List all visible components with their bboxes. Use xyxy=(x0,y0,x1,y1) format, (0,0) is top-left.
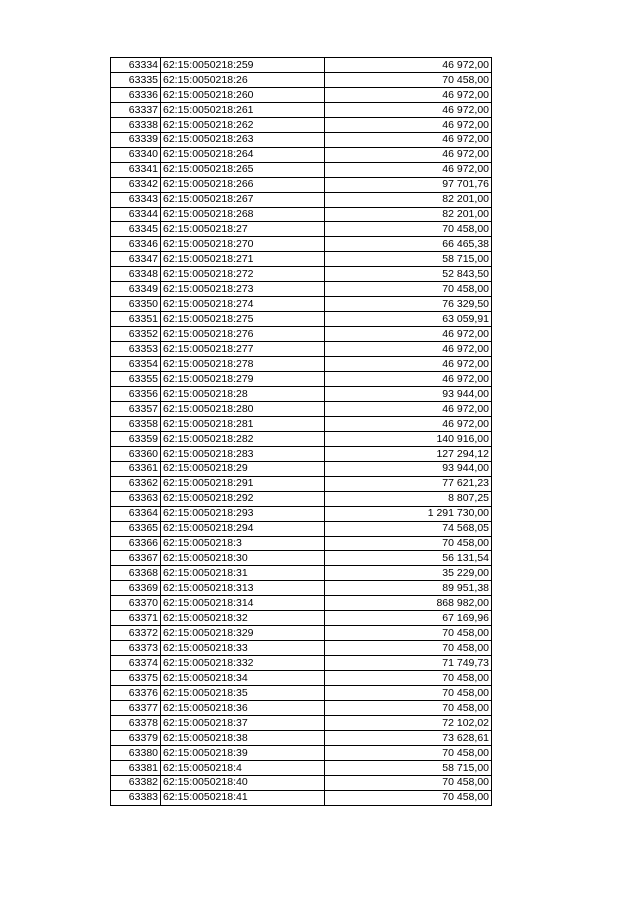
cadastral-value-cell: 70 458,00 xyxy=(325,282,492,297)
cadastral-value-cell: 72 102,02 xyxy=(325,715,492,730)
cadastral-number-cell: 62:15:0050218:314 xyxy=(161,596,325,611)
row-number-cell: 63378 xyxy=(111,715,161,730)
cadastral-value-cell: 76 329,50 xyxy=(325,297,492,312)
table-row xyxy=(111,730,492,745)
row-number-cell: 63371 xyxy=(111,611,161,626)
cadastral-number-cell: 62:15:0050218:266 xyxy=(161,177,325,192)
cadastral-value-cell: 70 458,00 xyxy=(325,790,492,805)
row-number-cell: 63343 xyxy=(111,192,161,207)
table-row xyxy=(111,506,492,521)
row-number-cell: 63372 xyxy=(111,626,161,641)
row-number-cell: 63357 xyxy=(111,401,161,416)
row-number-cell: 63355 xyxy=(111,372,161,387)
row-number-cell: 63358 xyxy=(111,416,161,431)
table-row xyxy=(111,566,492,581)
cadastral-number-cell: 62:15:0050218:3 xyxy=(161,536,325,551)
row-number-cell: 63379 xyxy=(111,730,161,745)
cadastral-number-cell: 62:15:0050218:270 xyxy=(161,237,325,252)
table-row xyxy=(111,117,492,132)
cadastral-value-cell: 93 944,00 xyxy=(325,386,492,401)
cadastral-value-cell: 70 458,00 xyxy=(325,775,492,790)
row-number-cell: 63336 xyxy=(111,87,161,102)
table-row xyxy=(111,162,492,177)
cadastral-number-cell: 62:15:0050218:267 xyxy=(161,192,325,207)
cadastral-value-cell: 52 843,50 xyxy=(325,267,492,282)
table-row xyxy=(111,222,492,237)
row-number-cell: 63361 xyxy=(111,461,161,476)
cadastral-number-cell: 62:15:0050218:271 xyxy=(161,252,325,267)
cadastral-value-cell: 66 465,38 xyxy=(325,237,492,252)
table-row xyxy=(111,312,492,327)
row-number-cell: 63335 xyxy=(111,72,161,87)
cadastral-value-cell: 89 951,38 xyxy=(325,581,492,596)
row-number-cell: 63348 xyxy=(111,267,161,282)
cadastral-number-cell: 62:15:0050218:31 xyxy=(161,566,325,581)
table-row xyxy=(111,58,492,73)
cadastral-number-cell: 62:15:0050218:313 xyxy=(161,581,325,596)
row-number-cell: 63380 xyxy=(111,745,161,760)
cadastral-value-cell: 58 715,00 xyxy=(325,760,492,775)
table-row xyxy=(111,760,492,775)
cadastral-number-cell: 62:15:0050218:275 xyxy=(161,312,325,327)
table-row xyxy=(111,72,492,87)
cadastral-value-cell: 46 972,00 xyxy=(325,416,492,431)
cadastral-value-cell: 70 458,00 xyxy=(325,686,492,701)
cadastral-value-cell: 74 568,05 xyxy=(325,521,492,536)
row-number-cell: 63341 xyxy=(111,162,161,177)
cadastral-number-cell: 62:15:0050218:30 xyxy=(161,551,325,566)
cadastral-number-cell: 62:15:0050218:273 xyxy=(161,282,325,297)
row-number-cell: 63359 xyxy=(111,431,161,446)
table-row xyxy=(111,386,492,401)
row-number-cell: 63349 xyxy=(111,282,161,297)
cadastral-number-cell: 62:15:0050218:329 xyxy=(161,626,325,641)
cadastral-number-cell: 62:15:0050218:265 xyxy=(161,162,325,177)
table-row xyxy=(111,790,492,805)
table-row xyxy=(111,686,492,701)
table-row xyxy=(111,745,492,760)
row-number-cell: 63338 xyxy=(111,117,161,132)
cadastral-number-cell: 62:15:0050218:36 xyxy=(161,700,325,715)
table-row xyxy=(111,357,492,372)
row-number-cell: 63344 xyxy=(111,207,161,222)
row-number-cell: 63381 xyxy=(111,760,161,775)
cadastral-number-cell: 62:15:0050218:34 xyxy=(161,671,325,686)
cadastral-number-cell: 62:15:0050218:260 xyxy=(161,87,325,102)
cadastral-number-cell: 62:15:0050218:28 xyxy=(161,386,325,401)
cadastral-value-cell: 46 972,00 xyxy=(325,327,492,342)
cadastral-number-cell: 62:15:0050218:263 xyxy=(161,132,325,147)
table-row xyxy=(111,715,492,730)
row-number-cell: 63347 xyxy=(111,252,161,267)
cadastral-value-cell: 63 059,91 xyxy=(325,312,492,327)
cadastral-value-cell: 46 972,00 xyxy=(325,117,492,132)
table-row xyxy=(111,207,492,222)
table-row xyxy=(111,237,492,252)
table-row xyxy=(111,431,492,446)
table-row xyxy=(111,476,492,491)
cadastral-value-cell: 70 458,00 xyxy=(325,626,492,641)
cadastral-value-cell: 140 916,00 xyxy=(325,431,492,446)
cadastral-number-cell: 62:15:0050218:292 xyxy=(161,491,325,506)
row-number-cell: 63370 xyxy=(111,596,161,611)
cadastral-number-cell: 62:15:0050218:4 xyxy=(161,760,325,775)
table-row xyxy=(111,641,492,656)
table-row xyxy=(111,252,492,267)
cadastral-number-cell: 62:15:0050218:26 xyxy=(161,72,325,87)
cadastral-value-cell: 70 458,00 xyxy=(325,641,492,656)
table-row xyxy=(111,596,492,611)
table-row xyxy=(111,491,492,506)
table-row xyxy=(111,416,492,431)
cadastral-value-cell: 46 972,00 xyxy=(325,162,492,177)
cadastral-number-cell: 62:15:0050218:38 xyxy=(161,730,325,745)
cadastral-value-table xyxy=(110,57,492,806)
row-number-cell: 63375 xyxy=(111,671,161,686)
cadastral-value-cell: 82 201,00 xyxy=(325,192,492,207)
row-number-cell: 63367 xyxy=(111,551,161,566)
row-number-cell: 63360 xyxy=(111,446,161,461)
cadastral-value-cell: 46 972,00 xyxy=(325,372,492,387)
cadastral-value-cell: 46 972,00 xyxy=(325,147,492,162)
cadastral-number-cell: 62:15:0050218:272 xyxy=(161,267,325,282)
row-number-cell: 63353 xyxy=(111,342,161,357)
cadastral-value-cell: 70 458,00 xyxy=(325,222,492,237)
cadastral-number-cell: 62:15:0050218:32 xyxy=(161,611,325,626)
cadastral-number-cell: 62:15:0050218:264 xyxy=(161,147,325,162)
row-number-cell: 63362 xyxy=(111,476,161,491)
cadastral-value-cell: 93 944,00 xyxy=(325,461,492,476)
cadastral-value-cell: 58 715,00 xyxy=(325,252,492,267)
cadastral-number-cell: 62:15:0050218:332 xyxy=(161,656,325,671)
table-row xyxy=(111,192,492,207)
table-row xyxy=(111,626,492,641)
table-row xyxy=(111,132,492,147)
row-number-cell: 63374 xyxy=(111,656,161,671)
cadastral-value-cell: 82 201,00 xyxy=(325,207,492,222)
table-row xyxy=(111,372,492,387)
table-row xyxy=(111,401,492,416)
row-number-cell: 63376 xyxy=(111,686,161,701)
row-number-cell: 63345 xyxy=(111,222,161,237)
cadastral-value-cell: 56 131,54 xyxy=(325,551,492,566)
table-row xyxy=(111,521,492,536)
row-number-cell: 63352 xyxy=(111,327,161,342)
table-row xyxy=(111,611,492,626)
cadastral-value-cell: 8 807,25 xyxy=(325,491,492,506)
cadastral-number-cell: 62:15:0050218:293 xyxy=(161,506,325,521)
row-number-cell: 63365 xyxy=(111,521,161,536)
row-number-cell: 63339 xyxy=(111,132,161,147)
cadastral-value-cell: 46 972,00 xyxy=(325,401,492,416)
cadastral-number-cell: 62:15:0050218:39 xyxy=(161,745,325,760)
row-number-cell: 63346 xyxy=(111,237,161,252)
cadastral-value-cell: 70 458,00 xyxy=(325,671,492,686)
row-number-cell: 63363 xyxy=(111,491,161,506)
table-row xyxy=(111,581,492,596)
row-number-cell: 63364 xyxy=(111,506,161,521)
table-row xyxy=(111,656,492,671)
cadastral-value-cell: 70 458,00 xyxy=(325,72,492,87)
table-row xyxy=(111,267,492,282)
table-row xyxy=(111,446,492,461)
table-row xyxy=(111,775,492,790)
cadastral-number-cell: 62:15:0050218:27 xyxy=(161,222,325,237)
cadastral-value-cell: 70 458,00 xyxy=(325,700,492,715)
table-row xyxy=(111,327,492,342)
row-number-cell: 63382 xyxy=(111,775,161,790)
row-number-cell: 63383 xyxy=(111,790,161,805)
cadastral-number-cell: 62:15:0050218:29 xyxy=(161,461,325,476)
cadastral-value-cell: 35 229,00 xyxy=(325,566,492,581)
row-number-cell: 63356 xyxy=(111,386,161,401)
cadastral-value-cell: 46 972,00 xyxy=(325,357,492,372)
table-row xyxy=(111,297,492,312)
cadastral-number-cell: 62:15:0050218:279 xyxy=(161,372,325,387)
cadastral-value-cell: 46 972,00 xyxy=(325,58,492,73)
cadastral-value-cell: 97 701,76 xyxy=(325,177,492,192)
cadastral-number-cell: 62:15:0050218:291 xyxy=(161,476,325,491)
row-number-cell: 63368 xyxy=(111,566,161,581)
cadastral-number-cell: 62:15:0050218:282 xyxy=(161,431,325,446)
row-number-cell: 63350 xyxy=(111,297,161,312)
table-row xyxy=(111,461,492,476)
row-number-cell: 63366 xyxy=(111,536,161,551)
cadastral-number-cell: 62:15:0050218:283 xyxy=(161,446,325,461)
table-row xyxy=(111,147,492,162)
cadastral-number-cell: 62:15:0050218:261 xyxy=(161,102,325,117)
cadastral-value-cell: 1 291 730,00 xyxy=(325,506,492,521)
table-row xyxy=(111,700,492,715)
table-row xyxy=(111,536,492,551)
row-number-cell: 63369 xyxy=(111,581,161,596)
cadastral-number-cell: 62:15:0050218:262 xyxy=(161,117,325,132)
cadastral-number-cell: 62:15:0050218:268 xyxy=(161,207,325,222)
row-number-cell: 63373 xyxy=(111,641,161,656)
cadastral-number-cell: 62:15:0050218:37 xyxy=(161,715,325,730)
table-row xyxy=(111,282,492,297)
cadastral-value-cell: 70 458,00 xyxy=(325,536,492,551)
cadastral-value-cell: 71 749,73 xyxy=(325,656,492,671)
row-number-cell: 63377 xyxy=(111,700,161,715)
cadastral-number-cell: 62:15:0050218:35 xyxy=(161,686,325,701)
cadastral-value-cell: 70 458,00 xyxy=(325,745,492,760)
table-row xyxy=(111,177,492,192)
row-number-cell: 63340 xyxy=(111,147,161,162)
table-row xyxy=(111,87,492,102)
cadastral-number-cell: 62:15:0050218:278 xyxy=(161,357,325,372)
table-row xyxy=(111,342,492,357)
cadastral-number-cell: 62:15:0050218:280 xyxy=(161,401,325,416)
cadastral-value-cell: 67 169,96 xyxy=(325,611,492,626)
cadastral-value-cell: 77 621,23 xyxy=(325,476,492,491)
cadastral-number-cell: 62:15:0050218:276 xyxy=(161,327,325,342)
cadastral-number-cell: 62:15:0050218:277 xyxy=(161,342,325,357)
row-number-cell: 63337 xyxy=(111,102,161,117)
cadastral-number-cell: 62:15:0050218:281 xyxy=(161,416,325,431)
table-row xyxy=(111,102,492,117)
cadastral-number-cell: 62:15:0050218:41 xyxy=(161,790,325,805)
cadastral-value-cell: 46 972,00 xyxy=(325,102,492,117)
table-row xyxy=(111,551,492,566)
row-number-cell: 63354 xyxy=(111,357,161,372)
table-row xyxy=(111,671,492,686)
cadastral-number-cell: 62:15:0050218:33 xyxy=(161,641,325,656)
cadastral-value-cell: 73 628,61 xyxy=(325,730,492,745)
cadastral-number-cell: 62:15:0050218:294 xyxy=(161,521,325,536)
table-body xyxy=(111,58,492,806)
cadastral-value-cell: 868 982,00 xyxy=(325,596,492,611)
row-number-cell: 63342 xyxy=(111,177,161,192)
cadastral-value-cell: 127 294,12 xyxy=(325,446,492,461)
row-number-cell: 63334 xyxy=(111,58,161,73)
cadastral-value-cell: 46 972,00 xyxy=(325,87,492,102)
cadastral-value-cell: 46 972,00 xyxy=(325,342,492,357)
cadastral-number-cell: 62:15:0050218:274 xyxy=(161,297,325,312)
cadastral-number-cell: 62:15:0050218:259 xyxy=(161,58,325,73)
cadastral-value-cell: 46 972,00 xyxy=(325,132,492,147)
row-number-cell: 63351 xyxy=(111,312,161,327)
cadastral-number-cell: 62:15:0050218:40 xyxy=(161,775,325,790)
